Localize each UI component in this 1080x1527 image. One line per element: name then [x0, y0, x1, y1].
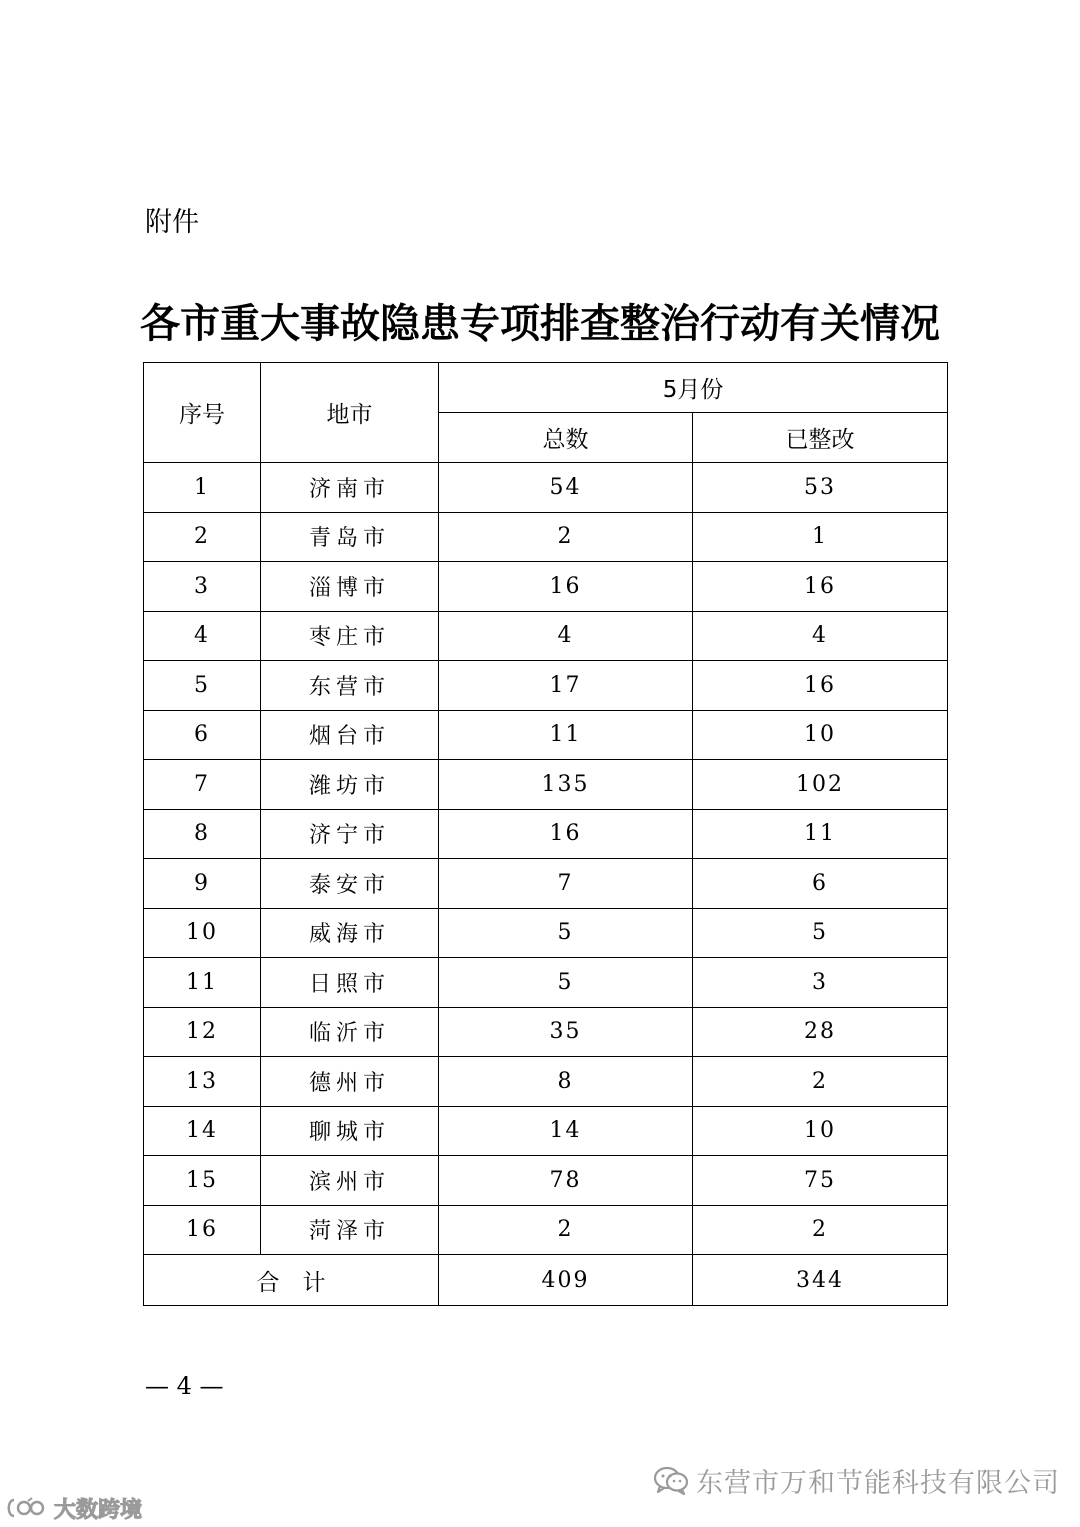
cell-seq: 9 [144, 859, 261, 909]
cell-total: 5 [439, 908, 693, 958]
cell-total: 78 [439, 1156, 693, 1206]
cell-seq: 8 [144, 809, 261, 859]
cell-total: 7 [439, 859, 693, 909]
cell-seq: 4 [144, 611, 261, 661]
cell-seq: 7 [144, 760, 261, 810]
page-number: — 4 — [145, 1372, 224, 1400]
header-seq: 序号 [144, 363, 261, 463]
cell-total: 4 [439, 611, 693, 661]
cell-rectified: 2 [693, 1057, 948, 1107]
table-row [144, 562, 948, 612]
cell-city: 临沂市 [261, 1007, 439, 1057]
cell-total: 8 [439, 1057, 693, 1107]
cell-rectified: 10 [693, 1106, 948, 1156]
cell-seq: 16 [144, 1205, 261, 1255]
table-row [144, 809, 948, 859]
cell-seq: 15 [144, 1156, 261, 1206]
cell-city: 济宁市 [261, 809, 439, 859]
total-rectified: 344 [693, 1255, 948, 1306]
cell-rectified: 75 [693, 1156, 948, 1206]
cell-city: 潍坊市 [261, 760, 439, 810]
cell-rectified: 102 [693, 760, 948, 810]
cell-city: 枣庄市 [261, 611, 439, 661]
cell-city: 东营市 [261, 661, 439, 711]
table-row [144, 1007, 948, 1057]
cell-total: 17 [439, 661, 693, 711]
cell-rectified: 53 [693, 463, 948, 513]
cell-total: 54 [439, 463, 693, 513]
watermark-company-text: 东营市万和节能科技有限公司 [696, 1467, 1060, 1499]
cell-seq: 6 [144, 710, 261, 760]
cell-total: 16 [439, 809, 693, 859]
watermark-company [652, 1462, 1060, 1498]
cell-rectified: 2 [693, 1205, 948, 1255]
cell-city: 淄博市 [261, 562, 439, 612]
header-city: 地市 [261, 363, 439, 463]
watermark-brand-text: 大数跨境 [54, 1497, 143, 1523]
cell-seq: 10 [144, 908, 261, 958]
header-total: 总数 [439, 413, 693, 463]
cell-city: 济南市 [261, 463, 439, 513]
table-row [144, 1106, 948, 1156]
cell-seq: 3 [144, 562, 261, 612]
cell-rectified: 16 [693, 661, 948, 711]
total-label: 合 计 [144, 1255, 439, 1306]
summary-table [143, 362, 948, 1306]
table-row [144, 1156, 948, 1206]
cell-rectified: 11 [693, 809, 948, 859]
total-row [144, 1255, 948, 1306]
cell-rectified: 28 [693, 1007, 948, 1057]
cell-rectified: 4 [693, 611, 948, 661]
cell-seq: 1 [144, 463, 261, 513]
cell-total: 5 [439, 958, 693, 1008]
cell-seq: 13 [144, 1057, 261, 1107]
cell-city: 青岛市 [261, 512, 439, 562]
table-row [144, 512, 948, 562]
cell-total: 11 [439, 710, 693, 760]
cell-seq: 2 [144, 512, 261, 562]
cell-rectified: 3 [693, 958, 948, 1008]
cell-rectified: 1 [693, 512, 948, 562]
cell-rectified: 6 [693, 859, 948, 909]
cell-total: 14 [439, 1106, 693, 1156]
cell-seq: 5 [144, 661, 261, 711]
table-row [144, 463, 948, 513]
table-row [144, 661, 948, 711]
cell-seq: 11 [144, 958, 261, 1008]
header-month: 5月份 [439, 363, 948, 413]
cell-city: 聊城市 [261, 1106, 439, 1156]
cell-city: 烟台市 [261, 710, 439, 760]
cell-city: 德州市 [261, 1057, 439, 1107]
total-sum: 409 [439, 1255, 693, 1306]
cell-rectified: 5 [693, 908, 948, 958]
table-row [144, 908, 948, 958]
cell-total: 2 [439, 1205, 693, 1255]
cell-rectified: 10 [693, 710, 948, 760]
table-row [144, 710, 948, 760]
cell-seq: 14 [144, 1106, 261, 1156]
wechat-icon [652, 1465, 690, 1495]
cell-city: 滨州市 [261, 1156, 439, 1206]
cell-city: 日照市 [261, 958, 439, 1008]
cell-seq: 12 [144, 1007, 261, 1057]
table-row [144, 1205, 948, 1255]
cell-total: 135 [439, 760, 693, 810]
header-rectified: 已整改 [693, 413, 948, 463]
cell-total: 35 [439, 1007, 693, 1057]
brand-logo-icon [4, 1496, 50, 1520]
table-row [144, 611, 948, 661]
attachment-label: 附件 [145, 207, 199, 238]
cell-total: 2 [439, 512, 693, 562]
table-row [144, 1057, 948, 1107]
table-body [144, 463, 948, 1255]
cell-rectified: 16 [693, 562, 948, 612]
table-row [144, 958, 948, 1008]
cell-total: 16 [439, 562, 693, 612]
table-row [144, 859, 948, 909]
cell-city: 泰安市 [261, 859, 439, 909]
table-row [144, 760, 948, 810]
cell-city: 威海市 [261, 908, 439, 958]
document-title: 各市重大事故隐患专项排查整治行动有关情况 [140, 300, 940, 347]
cell-city: 菏泽市 [261, 1205, 439, 1255]
watermark-brand [4, 1494, 142, 1522]
